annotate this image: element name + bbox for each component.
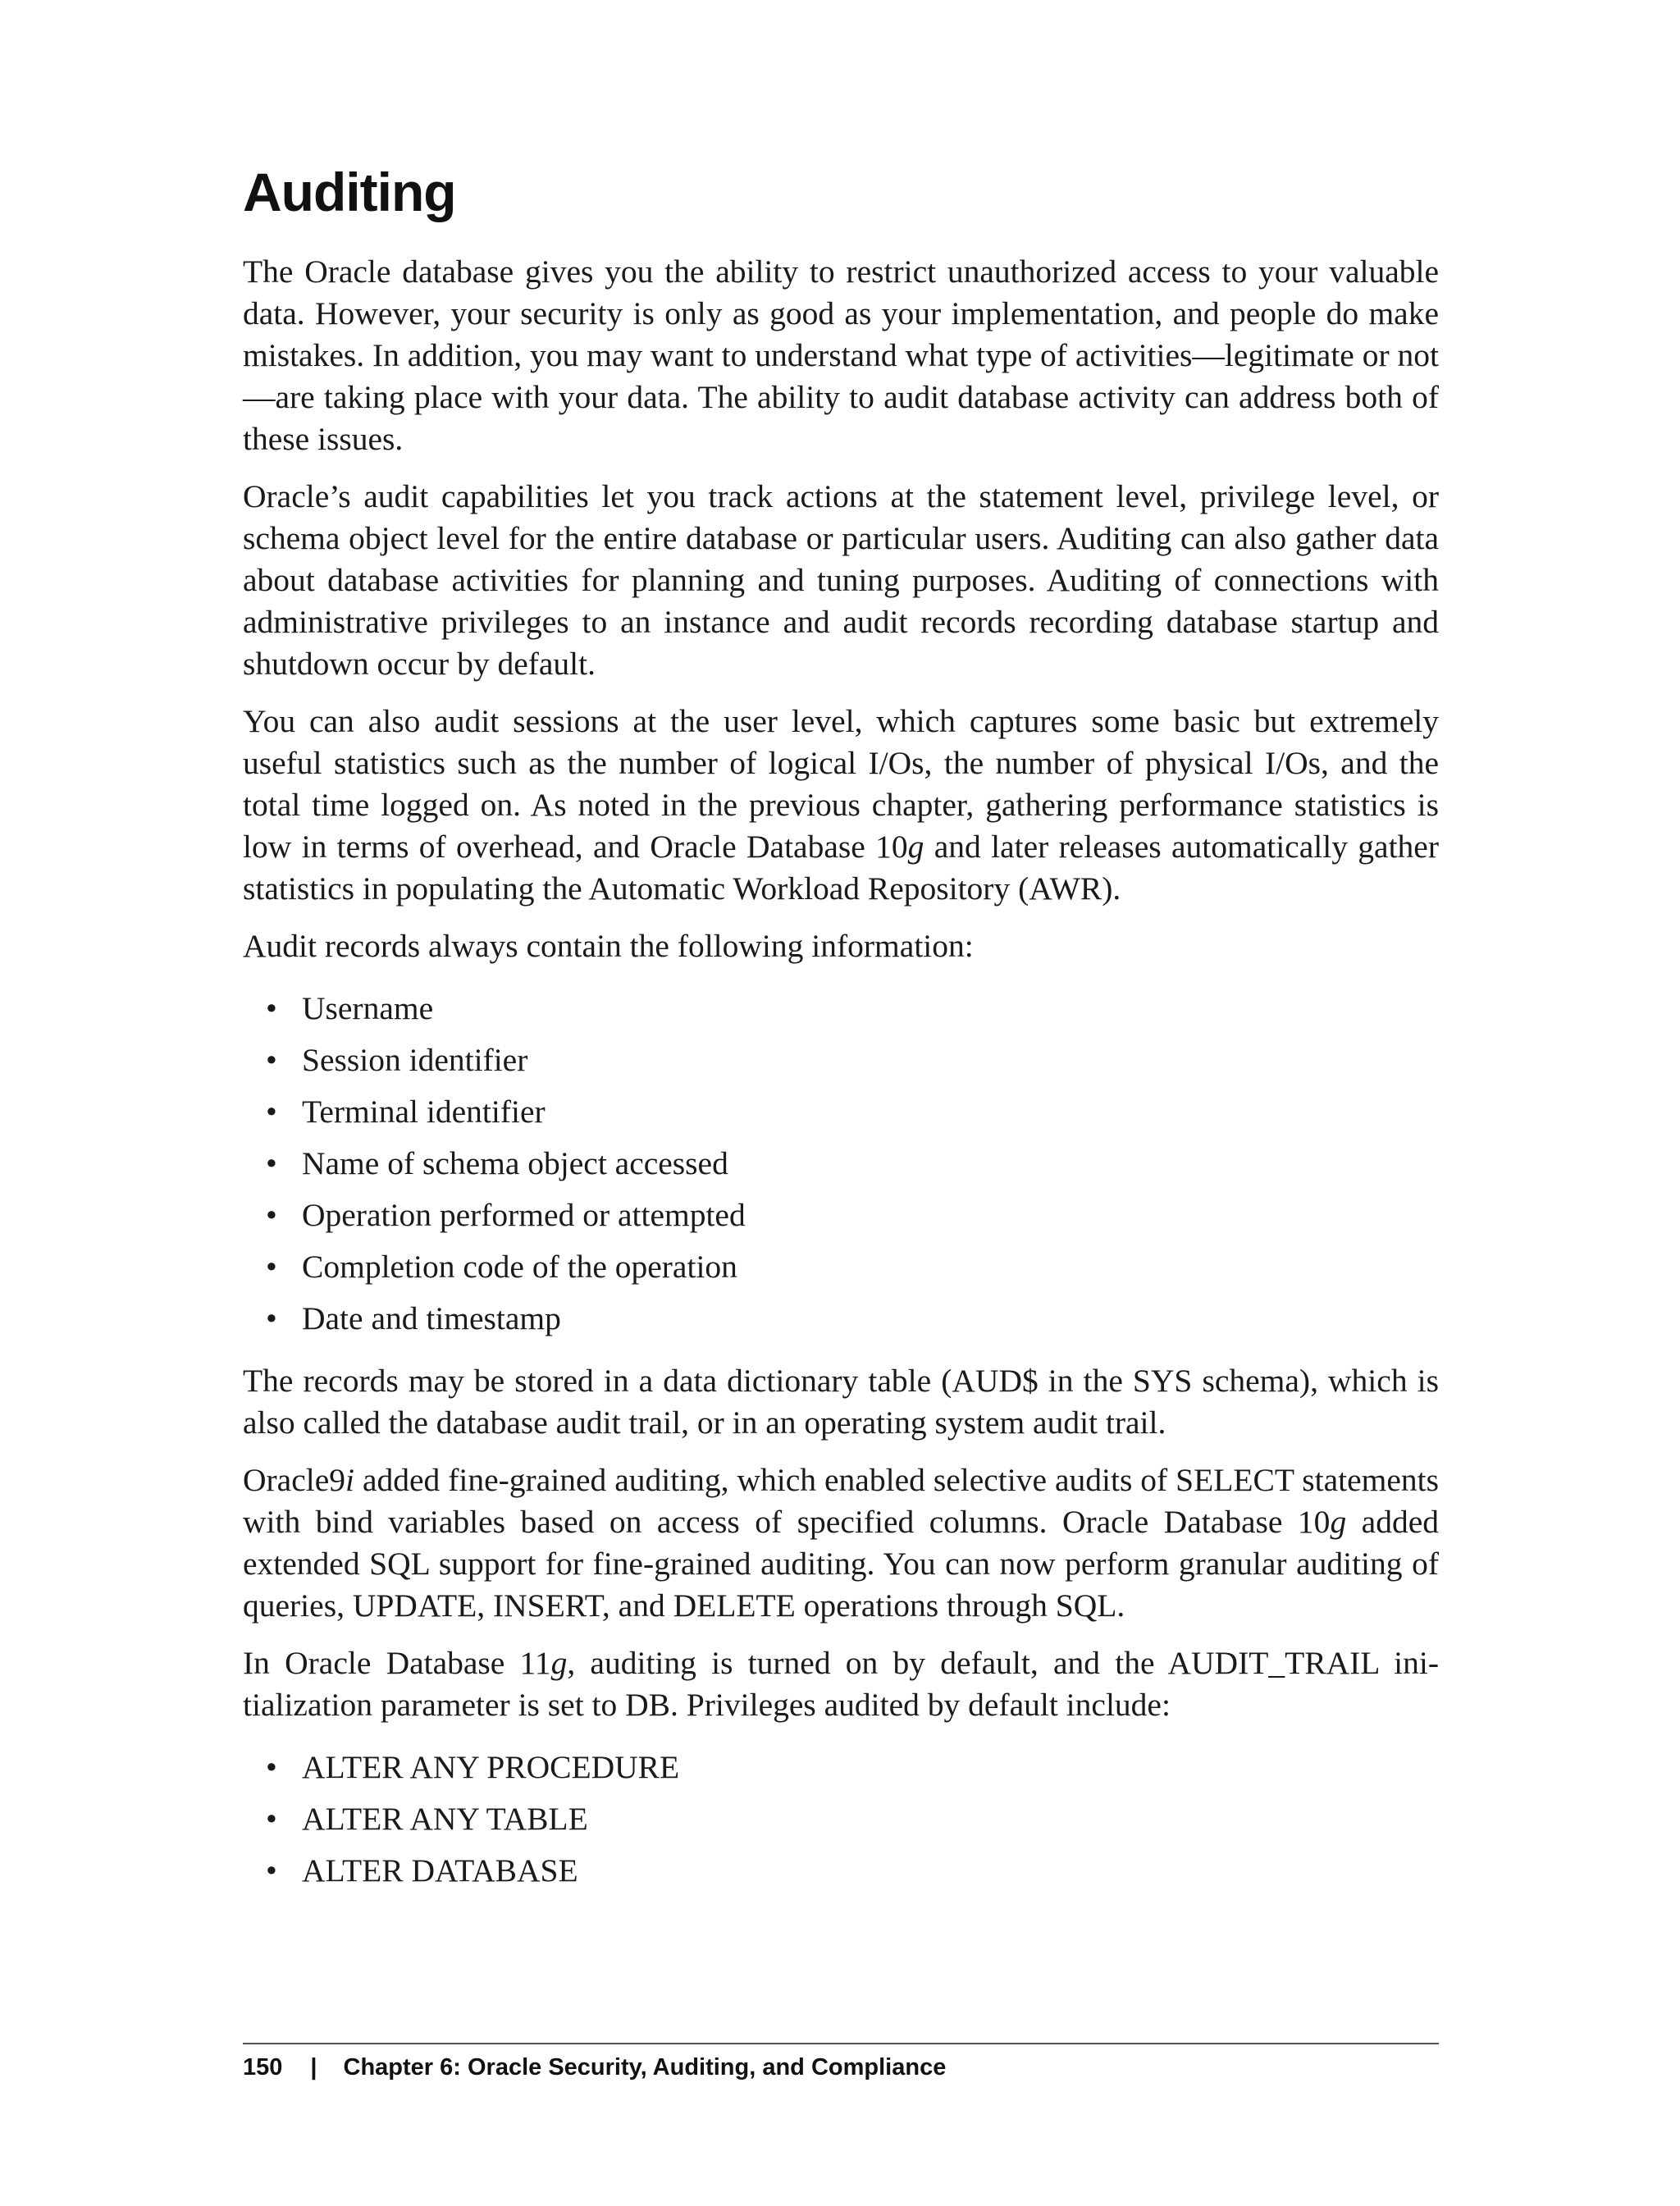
bullet-icon: •: [266, 1852, 277, 1889]
list-item-text: ALTER ANY TABLE: [302, 1801, 588, 1837]
list-item: [243, 1138, 1439, 1190]
list-item: [243, 1190, 1439, 1241]
list-item: [243, 1034, 1439, 1086]
text-run: , auditing is turned on by default, and the AUDIT_TRAIL initialization parameter is set to DB. Privileges audited by default include:: [243, 1645, 1439, 1723]
page-footer: [243, 2051, 1439, 2084]
footer-separator: |: [310, 2054, 317, 2080]
list-item: [243, 1793, 1439, 1845]
bullet-icon: •: [266, 990, 277, 1026]
list-item: [243, 1241, 1439, 1293]
paragraph-session-auditing: [243, 701, 1439, 910]
bullet-icon: •: [266, 1145, 277, 1181]
list-item: [243, 1293, 1439, 1345]
paragraph-audit-trail: The records may be stored in a data dictionary table (AUD$ in the SYS schema), which is also called the database audit trail, or in an operating system audit trail.: [243, 1363, 1439, 1441]
list-item-text: Terminal identifier: [302, 1094, 546, 1130]
list-item-text: Username: [302, 990, 434, 1026]
list-item-text: Completion code of the operation: [302, 1249, 737, 1285]
italic-run: g: [1330, 1504, 1347, 1540]
audit-record-fields-list: [243, 983, 1439, 1345]
page-number: 150: [243, 2054, 283, 2080]
bullet-icon: •: [266, 1197, 277, 1233]
text-run: In Oracle Database 11: [243, 1645, 551, 1681]
italic-run: g: [907, 829, 924, 865]
paragraph-audit-capabilities: Oracle’s audit capabilities let you track actions at the statement level, privilege level, or schema object level for the entire database or particular users. Auditing can also gather data about database activities for planning and tuning purposes. Auditing of connections with administrative privileges to an instance and audit records recording database startup and shutdown occur by default.: [243, 478, 1439, 682]
list-item-text: ALTER ANY PROCEDURE: [302, 1749, 680, 1785]
text-run: and later releases automatically gather statistics in populating the Automatic Workload Repository (AWR).: [243, 829, 1439, 907]
list-item-text: Session identifier: [302, 1042, 528, 1078]
paragraph-11g-defaults: [243, 1642, 1439, 1726]
paragraph-records-intro: Audit records always contain the following information:: [243, 928, 974, 964]
list-item-text: Date and timestamp: [302, 1300, 561, 1336]
list-item: [243, 983, 1439, 1034]
text-run: added fine-grained auditing, which enabled selective audits of SELECT statements with bind variables based on access of specified columns. Oracle Database 10: [243, 1462, 1439, 1540]
bullet-icon: •: [266, 1094, 277, 1130]
bullet-icon: •: [266, 1801, 277, 1837]
bullet-icon: •: [266, 1300, 277, 1336]
italic-run: g: [550, 1645, 568, 1681]
text-run: added extended SQL support for fine-grained auditing. You can now perform granular auditing of queries, UPDATE, INSERT, and DELETE operations through SQL.: [243, 1504, 1439, 1624]
list-item: [243, 1845, 1439, 1897]
bullet-icon: •: [266, 1749, 277, 1785]
text-run: Oracle9: [243, 1462, 345, 1498]
list-item: [243, 1742, 1439, 1793]
section-title: Auditing: [243, 162, 456, 222]
body-text: [243, 251, 1439, 1912]
italic-run: i: [345, 1462, 354, 1498]
bullet-icon: •: [266, 1042, 277, 1078]
list-item-text: Operation performed or attempted: [302, 1197, 746, 1233]
footer-divider: [243, 2043, 1439, 2044]
paragraph-fine-grained: [243, 1459, 1439, 1627]
default-privileges-list: [243, 1742, 1439, 1897]
list-item-text: ALTER DATABASE: [302, 1852, 578, 1889]
text-run: You can also audit sessions at the user level, which captures some basic but extremely useful statistics such as the number of logical I/Os, the number of physical I/Os, and the total time logged on. As noted in the previous chapter, gathering performance statistics is low in terms of overhead, and Oracle Database 10: [243, 703, 1439, 865]
list-item-text: Name of schema object accessed: [302, 1145, 728, 1181]
chapter-title: Chapter 6: Oracle Security, Auditing, and Compliance: [343, 2054, 947, 2080]
bullet-icon: •: [266, 1249, 277, 1285]
paragraph-intro: The Oracle database gives you the ability to restrict unauthorized access to your valuable data. However, your security is only as good as your implementation, and people do make mistakes. In addition, you may want to understand what type of activities—legitimate or not—are taking place with your data. The ability to audit database activity can address both of these issues.: [243, 253, 1439, 457]
list-item: [243, 1086, 1439, 1138]
